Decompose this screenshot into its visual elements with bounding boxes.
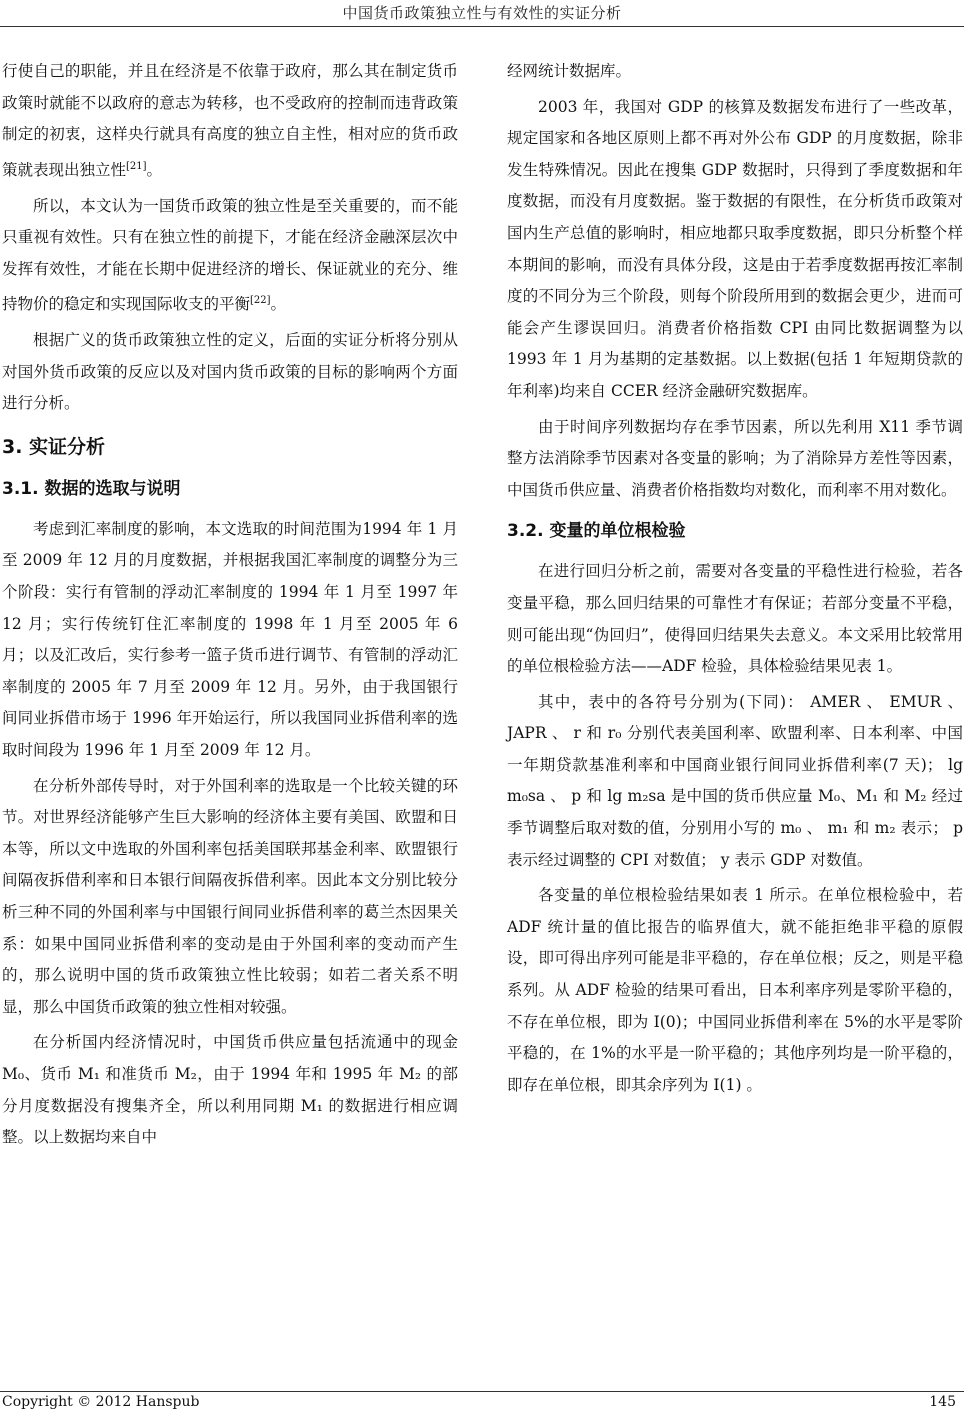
paragraph [2,56,458,187]
subsection-heading: 3.1. 数据的选取与说明 [2,478,181,499]
paragraph: 由于时间序列数据均存在季节因素，所以先利用 X11 季节调整方法消除季节因素对各变量的影响；为了消除异方差性等因素，中国货币供应量、消费者价格指数均对数化，而利率不用对数化。 [507,417,963,499]
page-number: 145 [929,1394,956,1410]
paragraph: 在分析国内经济情况时，中国货币供应量包括流通中的现金 M₀、货币 M₁ 和准货币 M₂，由于 1994 年和 1995 年 M₂ 的部分月度数据没有搜集齐全，所以利用同期 M₁ 的数据进行相应调整。以上数据均来自中 [2,1033,458,1147]
left-column [2,56,458,1158]
paragraph-end: 。 [146,160,163,179]
copyright-notice: Copyright © 2012 Hanspub [2,1394,200,1410]
paragraph-text: 所以，本文认为一国货币政策的独立性是至关重要的，而不能只重视有效性。只有在独立性的前提下，才能在经济金融深层次中发挥有效性，才能在长期中促进经济的增长、保证就业的充分、维持物价的稳定和实现国际收支的平衡 [2,196,458,314]
citation: [22] [250,295,271,307]
paragraph: 根据广义的货币政策独立性的定义，后面的实证分析将分别从对国外货币政策的反应以及对国内货币政策的目标的影响两个方面进行分析。 [2,331,458,413]
paragraph: 其中，表中的各符号分别为(下同)： AMER 、 EMUR 、 JAPR 、 r 和 r₀ 分别代表美国利率、欧盟利率、日本利率、中国一年期贷款基准利率和中国商业银行间同业拆借利率(7 天)； lg m₀sa 、 p 和 lg m₂sa 是中国的货币供应量 M₀、M₁ 和 M₂ 经过季节调整后取对数的值，分别用小写的 m₀ 、 m₁ 和 m₂ 表示； p 表示经过调整的 CPI 对数值； y 表示 GDP 对数值。 [507,692,963,869]
section-heading: 3. 实证分析 [2,435,106,458]
footer-rule [0,1391,964,1392]
paragraph: 在进行回归分析之前，需要对各变量的平稳性进行检验，若各变量平稳，那么回归结果的可靠性才有保证；若部分变量不平稳，则可能出现“伪回归”，使得回归结果失去意义。本文采用比较常用的单位根检验方法——ADF 检验，具体检验结果见表 1。 [507,562,963,676]
paragraph: 考虑到汇率制度的影响，本文选取的时间范围为1994 年 1 月至 2009 年 12 月的月度数据，并根据我国汇率制度的调整分为三个阶段：实行有管制的浮动汇率制度的 1994 年 1 月至 1997 年 12 月；实行传统钉住汇率制度的 1998 年 1 月至 2005 年 6 月；以及汇改后，实行参考一篮子货币进行调节、有管制的浮动汇率制度的 2005 年 7 月至 2009 年 12 月。另外，由于我国银行间同业拆借市场于 1996 年开始运行，所以我国同业拆借利率的选取时间段为 1996 年 1 月至 2009 年 12 月。 [2,519,458,759]
paragraph [2,191,458,322]
right-column [507,56,963,1105]
header-rule [0,26,964,27]
paragraph-end: 。 [270,295,287,314]
running-title: 中国货币政策独立性与有效性的实证分析 [342,4,622,22]
paragraph: 经网统计数据库。 [507,62,632,80]
paragraph: 2003 年，我国对 GDP 的核算及数据发布进行了一些改革，规定国家和各地区原则上都不再对外公布 GDP 的月度数据，除非发生特殊情况。因此在搜集 GDP 数据时，只得到了季度数据和年度数据，而没有月度数据。鉴于数据的有限性，在分析货币政策对国内生产总值的影响时，相应地都只取季度数据，即只分析整个样本期间的影响，而没有具体分段，这是由于若季度数据再按汇率制度的不同分为三个阶段，则每个阶段所用到的数据会更少，进而可能会产生谬误回归。消费者价格指数 CPI 由同比数据调整为以 1993 年 1 月为基期的定基数据。以上数据(包括 1 年短期贷款的年利率)均来自 CCER 经济金融研究数据库。 [507,97,963,400]
paragraph: 在分析外部传导时，对于外国利率的选取是一个比较关键的环节。对世界经济能够产生巨大影响的经济体主要有美国、欧盟和日本等，所以文中选取的外国利率包括美国联邦基金利率、欧盟银行间隔夜拆借利率和日本银行间隔夜拆借利率。因此本文分别比较分析三种不同的外国利率与中国银行间同业拆借利率的葛兰杰因果关系：如果中国同业拆借利率的变动是由于外国利率的变动而产生的，那么说明中国的货币政策独立性比较弱；如若二者关系不明显，那么中国货币政策的独立性相对较强。 [2,776,458,1016]
citation: [21] [126,160,147,172]
subsection-heading: 3.2. 变量的单位根检验 [507,521,686,542]
paragraph-text: 行使自己的职能，并且在经济是不依靠于政府，那么其在制定货币政策时就能不以政府的意志为转移，也不受政府的控制而违背政策制定的初衷，这样央行就具有高度的独立自主性，相对应的货币政策就表现出独立性 [2,62,458,179]
paragraph: 各变量的单位根检验结果如表 1 所示。在单位根检验中，若 ADF 统计量的值比报告的临界值大，就不能拒绝非平稳的原假设，即可得出序列可能是非平稳的，存在单位根；反之，则是平稳系列。从 ADF 检验的结果可看出，日本利率序列是零阶平稳的，不存在单位根，即为 I(0)；中国同业拆借利率在 5%的水平是零阶平稳的，在 1%的水平是一阶平稳的；其他序列均是一阶平稳的，即存在单位根，即其余序列为 I(1) 。 [507,886,963,1094]
